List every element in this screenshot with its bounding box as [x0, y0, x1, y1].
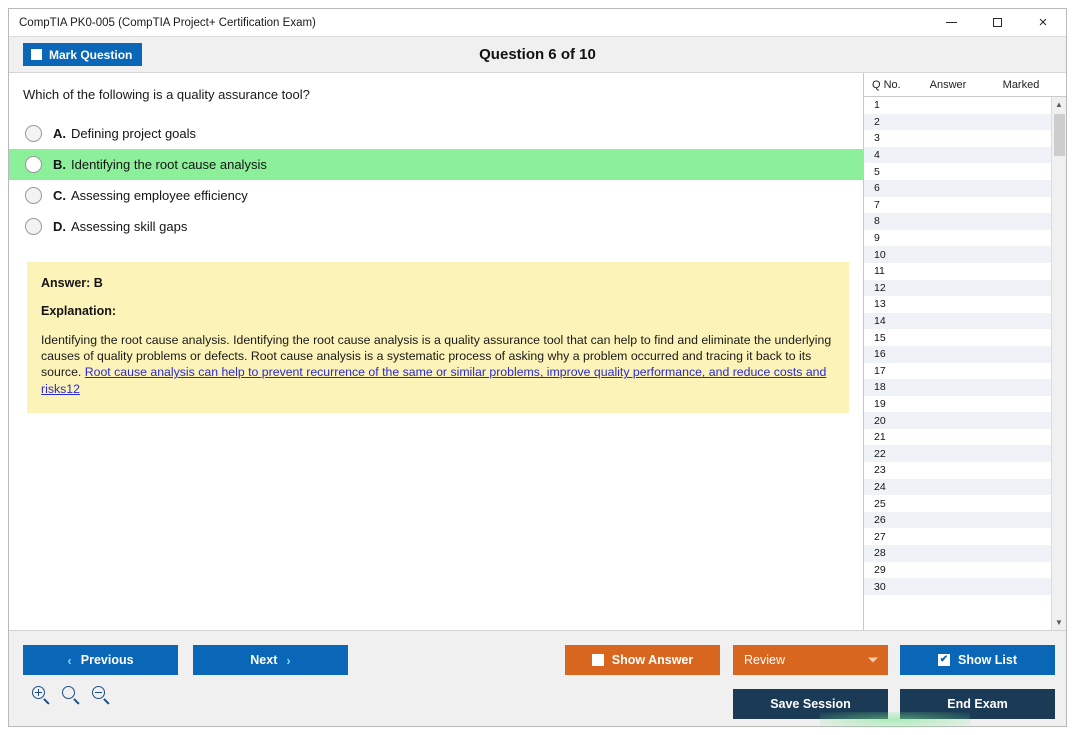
table-row[interactable]	[864, 445, 1051, 462]
row-question-number: 6	[874, 182, 880, 195]
table-row[interactable]	[864, 512, 1051, 529]
row-question-number: 22	[874, 447, 886, 460]
show-answer-button[interactable]	[565, 645, 720, 675]
table-row[interactable]	[864, 462, 1051, 479]
show-list-label: Show List	[957, 653, 1018, 667]
row-question-number: 30	[874, 580, 886, 593]
maximize-button[interactable]	[974, 9, 1020, 36]
option-b[interactable]	[9, 149, 863, 180]
window-title: CompTIA PK0-005 (CompTIA Project+ Certification Exam)	[19, 16, 316, 29]
question-list-panel	[863, 73, 1066, 630]
previous-button[interactable]	[23, 645, 178, 675]
row-question-number: 2	[874, 115, 880, 128]
exam-footer	[9, 630, 1066, 726]
row-question-number: 3	[874, 132, 880, 145]
table-row[interactable]	[864, 396, 1051, 413]
exam-window	[8, 8, 1067, 727]
close-button[interactable]: ×	[1038, 14, 1048, 31]
option-b-letter: B.	[53, 157, 66, 172]
table-row[interactable]	[864, 163, 1051, 180]
question-list-rows[interactable]	[864, 97, 1051, 630]
maximize-icon	[993, 18, 1002, 27]
table-row[interactable]	[864, 329, 1051, 346]
chevron-right-icon: ›	[286, 652, 291, 668]
checkbox-checked-icon: ✔	[939, 654, 949, 665]
table-row[interactable]	[864, 280, 1051, 297]
table-row[interactable]	[864, 313, 1051, 330]
table-row[interactable]	[864, 479, 1051, 496]
next-button[interactable]	[193, 645, 348, 675]
row-question-number: 16	[874, 348, 886, 361]
exam-body	[9, 73, 1066, 630]
explanation-text	[41, 332, 833, 397]
row-question-number: 18	[874, 381, 886, 394]
table-row[interactable]	[864, 495, 1051, 512]
chevron-left-icon: ‹	[67, 652, 72, 668]
next-label: Next	[250, 653, 278, 667]
option-c-letter: C.	[53, 188, 66, 203]
mark-question-button[interactable]	[23, 43, 142, 66]
table-row[interactable]	[864, 578, 1051, 595]
table-row[interactable]	[864, 130, 1051, 147]
row-question-number: 11	[874, 265, 885, 278]
row-question-number: 29	[874, 563, 886, 576]
row-question-number: 15	[874, 331, 886, 344]
table-row[interactable]	[864, 213, 1051, 230]
exam-header	[9, 37, 1066, 73]
chevron-down-icon	[868, 658, 878, 663]
question-pane	[9, 73, 863, 630]
table-row[interactable]	[864, 379, 1051, 396]
row-question-number: 24	[874, 480, 886, 493]
answer-label: Answer: B	[41, 276, 103, 290]
page-title: Question 6 of 10	[479, 46, 596, 63]
row-question-number: 27	[874, 530, 886, 543]
option-b-label: Identifying the root cause analysis	[71, 157, 267, 172]
zoom-out-icon[interactable]	[91, 685, 111, 705]
explanation-label: Explanation:	[41, 304, 117, 318]
option-d-letter: D.	[53, 219, 66, 234]
radio-icon[interactable]	[25, 125, 42, 142]
option-c[interactable]	[9, 180, 863, 211]
option-d-label: Assessing skill gaps	[71, 219, 188, 234]
zoom-in-icon[interactable]	[31, 685, 51, 705]
minimize-button[interactable]	[928, 9, 974, 36]
question-list-header	[864, 73, 1066, 97]
row-question-number: 12	[874, 281, 886, 294]
question-list-body	[864, 97, 1066, 630]
option-c-label: Assessing employee efficiency	[71, 188, 248, 203]
list-scrollbar[interactable]	[1051, 97, 1066, 630]
table-row[interactable]	[864, 263, 1051, 280]
table-row[interactable]	[864, 296, 1051, 313]
previous-label: Previous	[80, 653, 134, 667]
table-row[interactable]	[864, 180, 1051, 197]
row-question-number: 4	[874, 149, 880, 162]
row-question-number: 9	[874, 232, 880, 245]
table-row[interactable]	[864, 147, 1051, 164]
explanation-plain: Identifying the root cause analysis. Identifying the root cause analysis is a quality assurance tool that can help to find and eliminate the underlying causes of quality problems or defects. Root cause analysis is a systematic process of asking why a problem occurred and tracing it back to its source.	[41, 333, 832, 380]
table-row[interactable]	[864, 230, 1051, 247]
zoom-reset-icon[interactable]	[61, 685, 81, 705]
row-question-number: 21	[874, 431, 886, 444]
row-question-number: 14	[874, 315, 886, 328]
mark-question-label: Mark Question	[49, 47, 133, 62]
checkbox-icon	[592, 654, 604, 666]
table-row[interactable]	[864, 363, 1051, 380]
table-row[interactable]	[864, 562, 1051, 579]
row-question-number: 8	[874, 215, 880, 228]
row-question-number: 23	[874, 464, 886, 477]
window-titlebar	[9, 9, 1066, 37]
minimize-icon	[946, 22, 957, 23]
review-label: Review	[744, 653, 785, 667]
review-dropdown[interactable]	[733, 645, 888, 675]
radio-icon[interactable]	[25, 156, 42, 173]
show-answer-label: Show Answer	[611, 653, 694, 667]
row-question-number: 25	[874, 497, 886, 510]
radio-icon[interactable]	[25, 218, 42, 235]
scroll-down-icon[interactable]: ▼	[1055, 618, 1063, 627]
save-session-button[interactable]	[733, 689, 888, 719]
end-exam-label: End Exam	[947, 697, 1008, 711]
row-question-number: 7	[874, 198, 880, 211]
row-question-number: 17	[874, 364, 886, 377]
row-question-number: 20	[874, 414, 886, 427]
column-header-qno: Q No.	[872, 78, 901, 91]
end-exam-button[interactable]	[900, 689, 1055, 719]
table-row[interactable]	[864, 246, 1051, 263]
table-row[interactable]	[864, 346, 1051, 363]
save-session-label: Save Session	[770, 697, 851, 711]
table-row[interactable]	[864, 545, 1051, 562]
scroll-up-icon[interactable]: ▲	[1055, 100, 1063, 109]
row-question-number: 1	[874, 99, 880, 112]
checkbox-icon	[31, 49, 42, 60]
question-text: Which of the following is a quality assurance tool?	[23, 87, 310, 102]
row-question-number: 5	[874, 165, 880, 178]
column-header-answer: Answer	[929, 78, 967, 91]
row-question-number: 28	[874, 547, 886, 560]
zoom-controls	[31, 685, 111, 705]
option-a[interactable]	[9, 118, 863, 149]
table-row[interactable]	[864, 114, 1051, 131]
row-question-number: 19	[874, 397, 886, 410]
table-row[interactable]	[864, 429, 1051, 446]
table-row[interactable]	[864, 97, 1051, 114]
row-question-number: 26	[874, 514, 886, 527]
row-question-number: 10	[874, 248, 886, 261]
option-a-label: Defining project goals	[71, 126, 197, 141]
explanation-link[interactable]: Root cause analysis can help to prevent recurrence of the same or similar problems, improve quality performance, and reduce costs and risks12	[41, 365, 827, 396]
table-row[interactable]	[864, 412, 1051, 429]
option-a-letter: A.	[53, 126, 66, 141]
answer-options	[9, 118, 863, 242]
radio-icon[interactable]	[25, 187, 42, 204]
answer-explanation-box	[27, 262, 849, 413]
row-question-number: 13	[874, 298, 886, 311]
option-d[interactable]	[9, 211, 863, 242]
column-header-marked: Marked	[1002, 78, 1040, 91]
show-list-button[interactable]	[900, 645, 1055, 675]
scrollbar-thumb[interactable]	[1054, 114, 1065, 156]
table-row[interactable]	[864, 197, 1051, 214]
table-row[interactable]	[864, 528, 1051, 545]
